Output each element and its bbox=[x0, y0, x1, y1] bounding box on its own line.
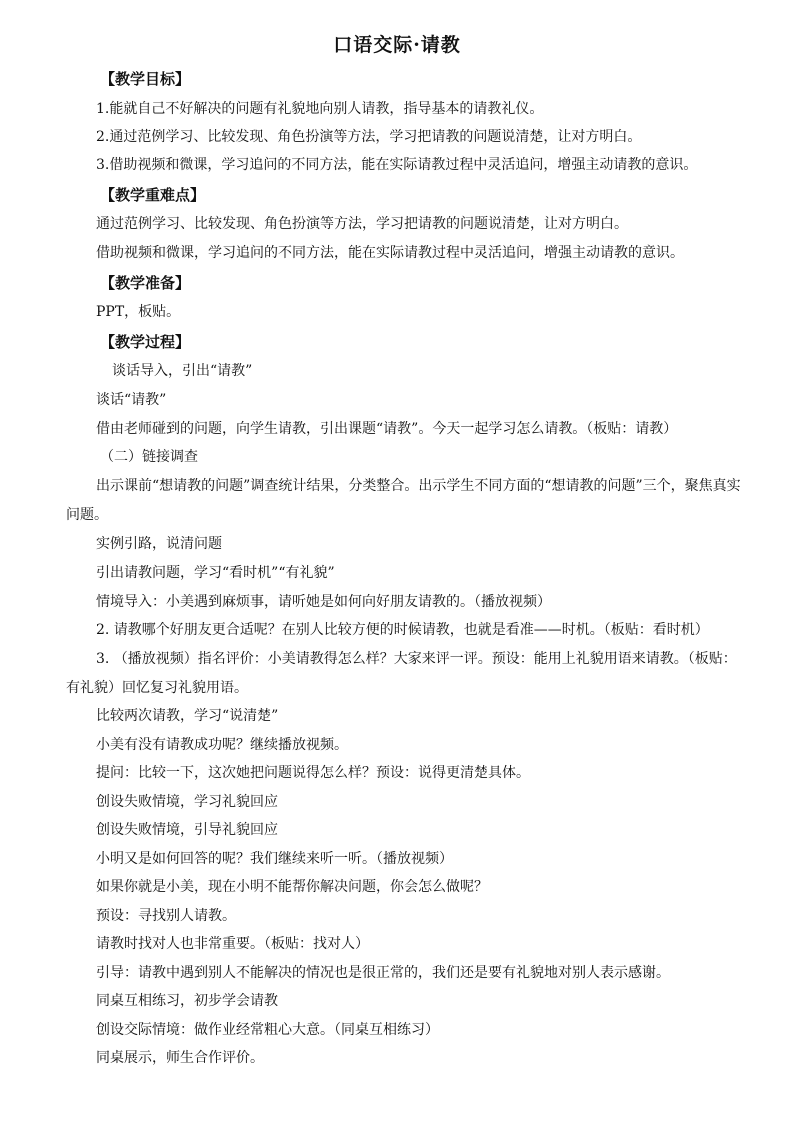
key-point-item: 通过范例学习、比较发现、角色扮演等方法，学习把请教的问题说清楚，让对方明白。 bbox=[96, 216, 628, 232]
process-line: 情境导入：小美遇到麻烦事，请听她是如何向好朋友请教的。（播放视频） bbox=[96, 594, 551, 610]
goal-item: 3.借助视频和微课，学习追问的不同方法，能在实际请教过程中灵活追问，增强主动请教的意识。 bbox=[96, 157, 698, 173]
goal-item: 2.通过范例学习、比较发现、角色扮演等方法，学习把请教的问题说清楚，让对方明白。 bbox=[96, 129, 642, 145]
process-line: 同桌互相练习，初步学会请教 bbox=[96, 993, 278, 1009]
key-points-heading: 【教学重难点】 bbox=[100, 186, 206, 204]
process-line: 创设失败情境，引导礼貌回应 bbox=[96, 822, 278, 838]
process-line: 小美有没有请教成功呢？继续播放视频。 bbox=[96, 737, 348, 753]
process-line: 比较两次请教，学习“说清楚” bbox=[96, 708, 279, 724]
process-line: （二）链接调查 bbox=[100, 449, 198, 465]
process-line: 同桌展示，师生合作评价。 bbox=[96, 1050, 264, 1066]
process-line: 创设失败情境，学习礼貌回应 bbox=[96, 794, 278, 810]
goals-heading: 【教学目标】 bbox=[100, 70, 191, 88]
process-line: 小明又是如何回答的呢？我们继续来听一听。（播放视频） bbox=[96, 851, 453, 867]
prep-text: PPT，板贴。 bbox=[96, 304, 181, 320]
process-heading: 【教学过程】 bbox=[100, 333, 191, 351]
process-line: 创设交际情境：做作业经常粗心大意。（同桌互相练习） bbox=[96, 1022, 439, 1038]
process-line: 2. 请教哪个好朋友更合适呢？在别人比较方便的时候请教，也就是看准——时机。（板贴：看时机） bbox=[96, 622, 709, 638]
goal-item: 1.能就自己不好解决的问题有礼貌地向别人请教，指导基本的请教礼仪。 bbox=[96, 101, 544, 117]
process-paragraph: 3. （播放视频）指名评价：小美请教得怎么样？大家来评一评。预设：能用上礼貌用语来请教。（板贴：有礼貌）回忆复习礼貌用语。 bbox=[66, 651, 737, 696]
process-line: 预设：寻找别人请教。 bbox=[96, 908, 236, 924]
process-line: 谈话“请教” bbox=[96, 392, 167, 408]
process-line: 引导：请教中遇到别人不能解决的情况也是很正常的，我们还是要有礼貌地对别人表示感谢。 bbox=[96, 965, 670, 981]
process-line: 引出请教问题，学习“看时机”“有礼貌” bbox=[96, 565, 335, 581]
key-point-item: 借助视频和微课，学习追问的不同方法，能在实际请教过程中灵活追问，增强主动请教的意识。 bbox=[96, 245, 684, 261]
page-title: 口语交际·请教 bbox=[333, 34, 461, 56]
process-line: 如果你就是小美，现在小明不能帮你解决问题，你会怎么做呢？ bbox=[96, 879, 488, 895]
process-line: 提问：比较一下，这次她把问题说得怎么样？预设：说得更清楚具体。 bbox=[96, 765, 530, 781]
process-line: 请教时找对人也非常重要。（板贴：找对人） bbox=[96, 936, 369, 952]
prep-heading: 【教学准备】 bbox=[100, 274, 191, 292]
process-paragraph: 出示课前“想请教的问题”调查统计结果，分类整合。出示学生不同方面的“想请教的问题”三个，聚焦真实问题。 bbox=[66, 478, 741, 523]
process-line: 谈话导入，引出“请教” bbox=[112, 363, 253, 379]
process-line: 借由老师碰到的问题，向学生请教，引出课题“请教”。今天一起学习怎么请教。（板贴：请教） bbox=[96, 421, 678, 437]
process-line: 实例引路，说清问题 bbox=[96, 536, 222, 552]
